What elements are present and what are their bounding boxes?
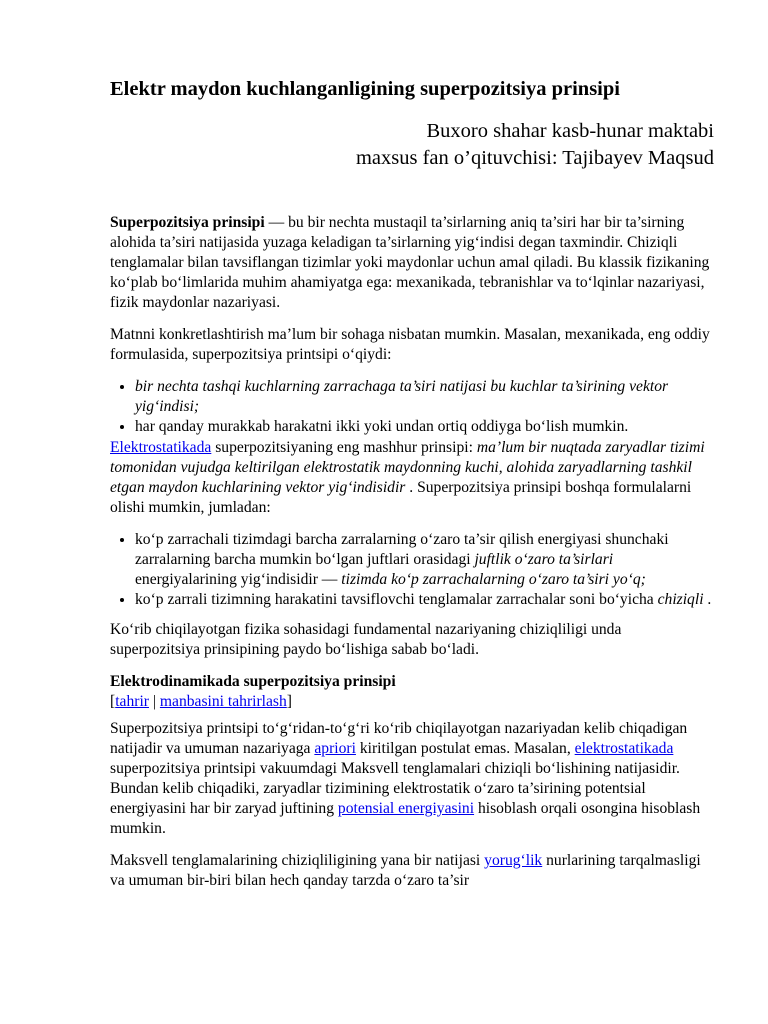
section-heading: Elektrodinamikada superpozitsiya prinsipi	[110, 673, 396, 690]
author-block	[356, 118, 714, 172]
electrostatics-principle: ma’lum bir nuqtada zaryadlar tizimi tomonidan vujudga keltirilgan elektrostatik maydonning kuchi, alohida zaryadlarning tashkil etgan maydon kuchlarining vektor yig‘indisidir	[110, 439, 705, 496]
link-apriori[interactable]: apriori	[314, 740, 356, 757]
bullet-list-mechanics	[110, 377, 714, 437]
term-superposition: Superpozitsiya prinsipi	[110, 214, 265, 231]
list-item: • har qanday murakkab harakatni ikki yoki undan ortiq oddiyga bo‘lish mumkin.	[135, 417, 714, 437]
link-elektrostatikada-2[interactable]: elektrostatikada	[574, 740, 674, 757]
paragraph-light: Maksvell tenglamalarining chiziqliligining yana bir natijasi yorug‘lik nurlarining tarqalmasligi va umuman bir-biri bilan hech qanday tarzda o‘zaro ta’sir	[110, 852, 701, 889]
list-item: • ko‘p zarrali tizimning harakatini tavsiflovchi tenglamalar zarrachalar soni bo‘yicha chiziqli .	[135, 590, 714, 610]
definition-text: — bu bir nechta mustaqil ta’sirlarning aniq ta’siri har bir ta’sirning alohida ta’siri natijasida yuzaga keladigan ta’sirlarning yig‘indisi degan taxmindir. Chiziqli tenglamalar bilan tavsiflangan tizimlar yoki maydonlar uchun amal qiladi. Bu klassik fizikaning ko‘plab bo‘limlarida muhim ahamiyatga ega: mexanikada, tebranishlar va to‘lqinlar nazariyasi, fizik maydonlar nazariyasi.	[110, 214, 710, 311]
paragraph-linearity: Ko‘rib chiqilayotgan fizika sohasidagi fundamental nazariyaning chiziqliligi unda superpozitsiya prinsipining paydo bo‘lishiga sabab bo‘ladi.	[110, 621, 622, 658]
link-elektrostatikada[interactable]: Elektrostatikada	[110, 439, 212, 456]
link-potensial-energiyasini[interactable]: potensial energiyasini	[337, 800, 475, 817]
paragraph-electrodynamics: Superpozitsiya printsipi to‘g‘ridan-to‘g‘ri ko‘rib chiqilayotgan nazariyadan kelib chiqadigan natijadir va umuman nazariyaga apriori kiritilgan postulat emas. Masalan, elektrostatikada superpozitsiya printsipi vakuumdagi Maksvell tenglamalari chiziqli bo‘lishining natijasidir. Bundan kelib chiqadiki, zaryadlar tizimining elektrostatik o‘zaro ta’sirining potentsial energiyasini har bir zaryad juftining potensial energiyasini hisoblash orqali osongina hisoblash mumkin.	[110, 720, 701, 837]
paragraph-definition	[110, 213, 714, 313]
author-line-school: Buxoro shahar kasb-hunar maktabi	[426, 120, 714, 142]
edit-link[interactable]: tahrir	[115, 693, 149, 710]
document-title: Elektr maydon kuchlanganligining superpozitsiya prinsipi	[110, 78, 620, 100]
link-yoruglik[interactable]: yorug‘lik	[484, 852, 543, 869]
edit-source-link[interactable]: manbasini tahrirlash	[159, 693, 287, 710]
author-line-teacher: maxsus fan o’qituvchisi: Tajibayev Maqsud	[355, 147, 714, 169]
edit-links: [tahrir | manbasini tahrirlash]	[110, 693, 292, 710]
paragraph-mechanics: Matnni konkretlashtirish ma’lum bir sohaga nisbatan mumkin. Masalan, mexanikada, eng oddiy formulasida, superpozitsiya printsipi o‘qiydi:	[110, 326, 710, 363]
paragraph-electrostatics: Elektrostatikada superpozitsiyaning eng mashhur prinsipi: ma’lum bir nuqtada zaryadlar tizimi tomonidan vujudga keltirilgan elektrostatik maydonning kuchi, alohida zaryadlarning tashkil etgan maydon kuchlarining vektor yig‘indisidir . Superpozitsiya prinsipi boshqa formulalarni olishi mumkin, jumladan:	[110, 439, 705, 516]
document-body	[110, 213, 714, 891]
bullet-list-formulations	[110, 530, 714, 610]
list-item: • ko‘p zarrachali tizimdagi barcha zarralarning o‘zaro ta’sir qilish energiyasi shunchaki zarralarning barcha mumkin bo‘lgan juftlari orasidagi juftlik o‘zaro ta’sirlari energiyalarining yig‘indisidir — tizimda ko‘p zarrachalarning o‘zaro ta’siri yo‘q;	[135, 530, 714, 590]
list-item: • bir nechta tashqi kuchlarning zarrachaga ta’siri natijasi bu kuchlar ta’sirining vektor yig‘indisi;	[135, 377, 714, 417]
